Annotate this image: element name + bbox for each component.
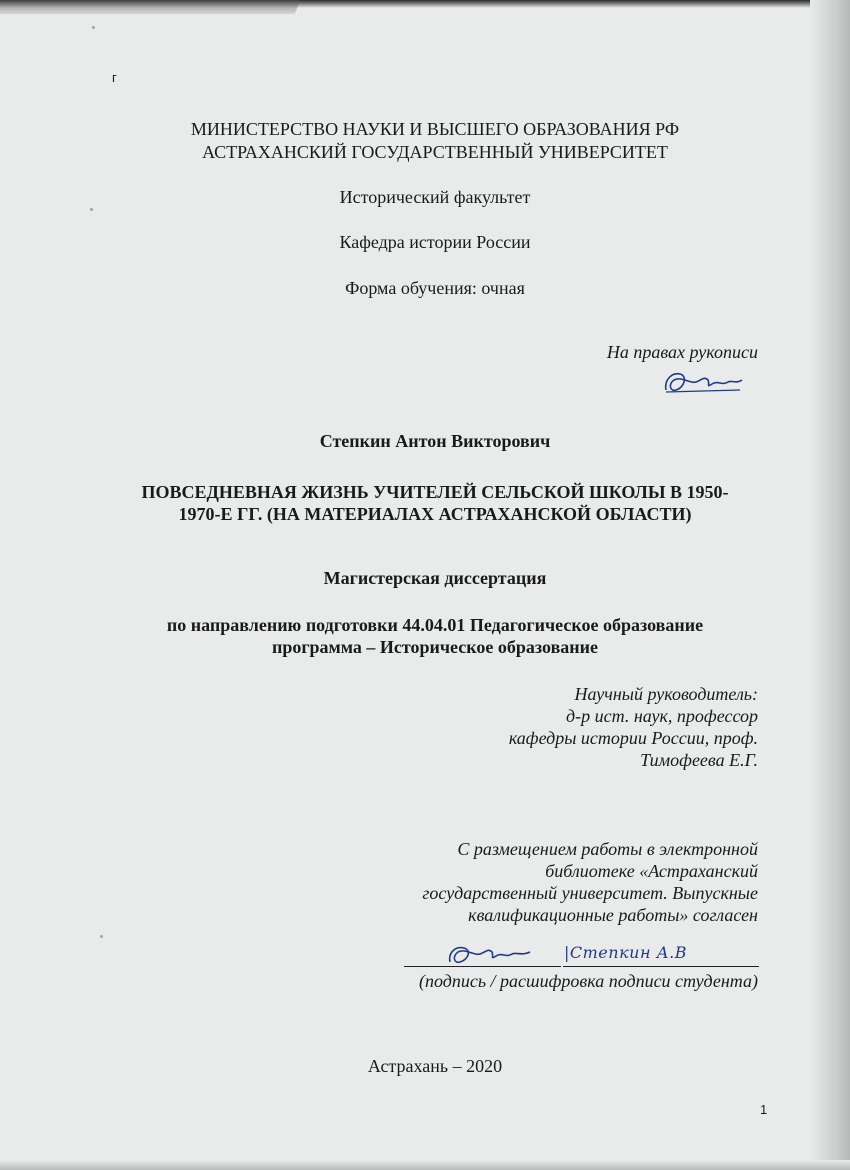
supervisor-degree: д-р ист. наук, профессор (566, 706, 758, 726)
supervisor-name: Тимофеева Е.Г. (640, 750, 758, 770)
city-year: Астрахань – 2020 (367, 1056, 503, 1076)
consent-line1: С размещением работы в электронной (457, 839, 758, 859)
author-name: Степкин Антон Викторович (319, 431, 551, 451)
page-number: 1 (760, 1102, 768, 1117)
work-type: Магистерская диссертация (323, 568, 547, 588)
manuscript-note: На правах рукописи (606, 342, 758, 362)
supervisor-signature (662, 368, 744, 398)
signature-caption: (подпись / расшифровка подписи студента) (419, 971, 758, 991)
consent-line4: квалификационные работы» согласен (468, 905, 758, 925)
department: Кафедра истории России (339, 232, 531, 252)
thesis-title-line1: ПОВСЕДНЕВНАЯ ЖИЗНЬ УЧИТЕЛЕЙ СЕЛЬСКОЙ ШКОЛЫ В 1950- (141, 482, 729, 502)
student-signature (444, 942, 534, 970)
supervisor-label: Научный руководитель: (574, 684, 758, 704)
direction-line2: программа – Историческое образование (271, 637, 599, 657)
faculty: Исторический факультет (339, 187, 531, 207)
study-form: Форма обучения: очная (345, 278, 525, 298)
university-heading: АСТРАХАНСКИЙ ГОСУДАРСТВЕННЫЙ УНИВЕРСИТЕТ (202, 142, 668, 162)
corner-mark: г (112, 70, 117, 85)
supervisor-department: кафедры истории России, проф. (508, 728, 758, 748)
ministry-heading: МИНИСТЕРСТВО НАУКИ И ВЫСШЕГО ОБРАЗОВАНИЯ РФ (190, 119, 680, 139)
direction-line1: по направлению подготовки 44.04.01 Педагогическое образование (166, 615, 704, 635)
consent-line3: государственный университет. Выпускные (422, 883, 758, 903)
thesis-title-line2: 1970-Е ГГ. (НА МАТЕРИАЛАХ АСТРАХАНСКОЙ ОБЛАСТИ) (178, 504, 692, 524)
student-handwritten-name: |Степкин А.В (564, 943, 688, 962)
consent-line2: библиотеке «Астраханский (545, 861, 758, 881)
name-decode-line (563, 966, 759, 967)
